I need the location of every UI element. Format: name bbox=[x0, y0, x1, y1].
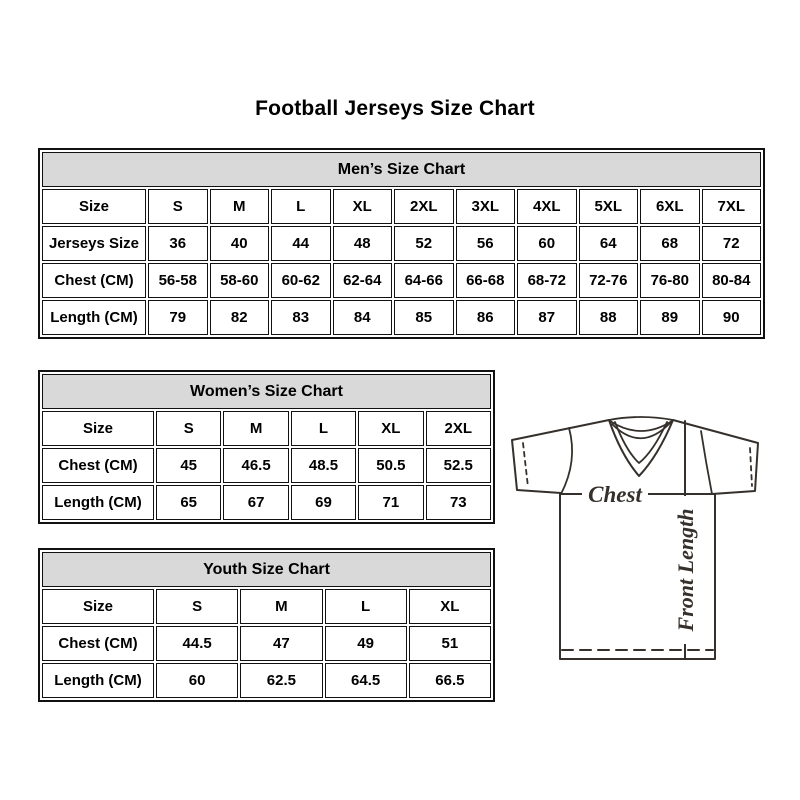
row-label: Chest (CM) bbox=[42, 448, 154, 483]
table-row bbox=[42, 189, 761, 224]
table-row bbox=[42, 411, 491, 446]
cell-value: 79 bbox=[148, 300, 208, 335]
front-length-label: Front Length bbox=[673, 508, 698, 632]
cell-value: 7XL bbox=[702, 189, 762, 224]
cell-value: 5XL bbox=[579, 189, 639, 224]
row-label: Size bbox=[42, 589, 154, 624]
cell-value: 40 bbox=[210, 226, 270, 261]
cell-value: 47 bbox=[240, 626, 322, 661]
cell-value: 90 bbox=[702, 300, 762, 335]
row-label: Length (CM) bbox=[42, 300, 146, 335]
cell-value: 62.5 bbox=[240, 663, 322, 698]
cell-value: 48.5 bbox=[291, 448, 356, 483]
row-label: Chest (CM) bbox=[42, 263, 146, 298]
cell-value: L bbox=[291, 411, 356, 446]
cell-value: 73 bbox=[426, 485, 491, 520]
row-label: Length (CM) bbox=[42, 663, 154, 698]
cell-value: 4XL bbox=[517, 189, 577, 224]
table-row bbox=[42, 226, 761, 261]
womens-size-table bbox=[38, 370, 495, 524]
cell-value: 72-76 bbox=[579, 263, 639, 298]
cell-value: 64-66 bbox=[394, 263, 454, 298]
cell-value: S bbox=[156, 411, 221, 446]
cell-value: 45 bbox=[156, 448, 221, 483]
cell-value: 68 bbox=[640, 226, 700, 261]
cell-value: 56 bbox=[456, 226, 516, 261]
cell-value: 46.5 bbox=[223, 448, 288, 483]
cell-value: 52.5 bbox=[426, 448, 491, 483]
cell-value: 6XL bbox=[640, 189, 700, 224]
cell-value: S bbox=[148, 189, 208, 224]
cell-value: 65 bbox=[156, 485, 221, 520]
table-title: Youth Size Chart bbox=[42, 552, 491, 587]
cell-value: 89 bbox=[640, 300, 700, 335]
cell-value: 66.5 bbox=[409, 663, 491, 698]
table-title: Women’s Size Chart bbox=[42, 374, 491, 409]
cell-value: 62-64 bbox=[333, 263, 393, 298]
cell-value: 80-84 bbox=[702, 263, 762, 298]
cell-value: 85 bbox=[394, 300, 454, 335]
cell-value: 64 bbox=[579, 226, 639, 261]
cell-value: 69 bbox=[291, 485, 356, 520]
cell-value: M bbox=[223, 411, 288, 446]
cell-value: 2XL bbox=[394, 189, 454, 224]
cell-value: 68-72 bbox=[517, 263, 577, 298]
page-title: Football Jerseys Size Chart bbox=[255, 97, 535, 120]
table-row bbox=[42, 300, 761, 335]
cell-value: 48 bbox=[333, 226, 393, 261]
cell-value: S bbox=[156, 589, 238, 624]
cell-value: 76-80 bbox=[640, 263, 700, 298]
cell-value: 36 bbox=[148, 226, 208, 261]
chest-label: Chest bbox=[588, 482, 642, 507]
row-label: Jerseys Size bbox=[42, 226, 146, 261]
cell-value: 60 bbox=[156, 663, 238, 698]
cell-value: XL bbox=[333, 189, 393, 224]
cell-value: XL bbox=[358, 411, 423, 446]
cell-value: 86 bbox=[456, 300, 516, 335]
cell-value: 66-68 bbox=[456, 263, 516, 298]
table-row bbox=[42, 485, 491, 520]
row-label: Chest (CM) bbox=[42, 626, 154, 661]
jersey-left-armscye bbox=[561, 428, 572, 494]
cell-value: 50.5 bbox=[358, 448, 423, 483]
row-label: Size bbox=[42, 189, 146, 224]
cell-value: L bbox=[325, 589, 407, 624]
cell-value: 72 bbox=[702, 226, 762, 261]
jersey-collar-top bbox=[609, 417, 673, 420]
cell-value: 3XL bbox=[456, 189, 516, 224]
table-row bbox=[42, 448, 491, 483]
cell-value: L bbox=[271, 189, 331, 224]
cell-value: 52 bbox=[394, 226, 454, 261]
cell-value: XL bbox=[409, 589, 491, 624]
cell-value: 83 bbox=[271, 300, 331, 335]
cell-value: 60-62 bbox=[271, 263, 331, 298]
cell-value: 56-58 bbox=[148, 263, 208, 298]
cell-value: 44 bbox=[271, 226, 331, 261]
cell-value: 84 bbox=[333, 300, 393, 335]
table-row bbox=[42, 663, 491, 698]
cell-value: 2XL bbox=[426, 411, 491, 446]
row-label: Length (CM) bbox=[42, 485, 154, 520]
jersey-right-cuff-stitch bbox=[750, 448, 752, 486]
jersey-right-armscye bbox=[701, 431, 712, 494]
table-title: Men’s Size Chart bbox=[42, 152, 761, 187]
cell-value: M bbox=[240, 589, 322, 624]
cell-value: 88 bbox=[579, 300, 639, 335]
front-length-label-group bbox=[672, 496, 698, 644]
row-label: Size bbox=[42, 411, 154, 446]
cell-value: M bbox=[210, 189, 270, 224]
cell-value: 87 bbox=[517, 300, 577, 335]
jersey-left-cuff-stitch bbox=[523, 443, 528, 487]
cell-value: 82 bbox=[210, 300, 270, 335]
cell-value: 60 bbox=[517, 226, 577, 261]
jersey-measurement-diagram bbox=[505, 403, 777, 675]
cell-value: 67 bbox=[223, 485, 288, 520]
cell-value: 44.5 bbox=[156, 626, 238, 661]
cell-value: 71 bbox=[358, 485, 423, 520]
cell-value: 64.5 bbox=[325, 663, 407, 698]
cell-value: 51 bbox=[409, 626, 491, 661]
youth-size-table bbox=[38, 548, 495, 702]
table-row bbox=[42, 589, 491, 624]
cell-value: 58-60 bbox=[210, 263, 270, 298]
table-row bbox=[42, 626, 491, 661]
mens-size-table bbox=[38, 148, 765, 339]
table-row bbox=[42, 263, 761, 298]
cell-value: 49 bbox=[325, 626, 407, 661]
